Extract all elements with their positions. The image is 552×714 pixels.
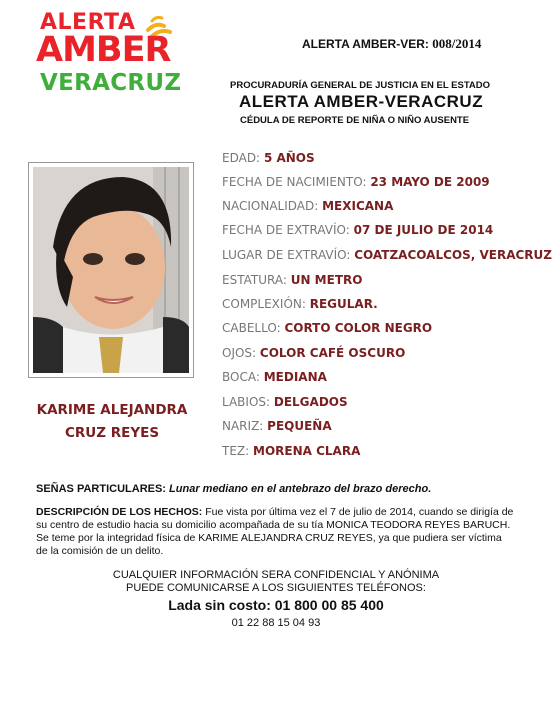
page-subtitle: CÉDULA DE REPORTE DE NIÑA O NIÑO AUSENTE	[240, 115, 470, 126]
logo-line-alerta: ALERTA	[40, 10, 136, 35]
field-label: NARIZ:	[222, 419, 264, 433]
child-portrait-image	[33, 167, 189, 373]
phone-number: 01 22 88 15 04 93	[231, 617, 321, 629]
field-boca	[222, 370, 327, 384]
descripcion-text: Fue vista por última vez el 7 de julio de 2014, cuando se dirigía de su centro de estudio hacia su domicilio acompañada de su tía MONICA TEODORA REYES BARUCH. Se teme por la integridad física de KARIME ALEJANDRA CRUZ REYES, ya que pudiera ser víctima de la comisión de un delito.	[36, 506, 514, 557]
field-label: OJOS:	[222, 346, 257, 360]
field-label: FECHA DE EXTRAVÍO:	[222, 223, 350, 237]
field-fecha-nacimiento	[222, 175, 490, 189]
field-value: 23 MAYO DE 2009	[370, 175, 490, 189]
confidential-note: CUALQUIER INFORMACIÓN SERA CONFIDENCIAL Y ANÓNIMA	[112, 569, 440, 581]
field-nacionalidad	[222, 199, 393, 213]
logo-line-amber: AMBER	[36, 30, 171, 70]
descripcion-hechos	[36, 506, 516, 558]
alerta-amber-logo	[36, 10, 182, 96]
field-value: DELGADOS	[273, 395, 348, 409]
agency-name: PROCURADURÍA GENERAL DE JUSTICIA EN EL ESTADO	[230, 80, 491, 91]
descripcion-label: DESCRIPCIÓN DE LOS HECHOS:	[36, 506, 203, 518]
field-nariz	[222, 419, 332, 433]
senas-text: Lunar mediano en el antebrazo del brazo derecho.	[169, 483, 432, 495]
field-value: MEXICANA	[322, 199, 394, 213]
field-cabello	[222, 321, 432, 335]
field-value: CORTO COLOR NEGRO	[284, 321, 433, 335]
field-label: EDAD:	[222, 151, 261, 165]
field-estatura	[222, 273, 362, 287]
alert-reference	[302, 36, 481, 52]
field-labios	[222, 395, 348, 409]
reference-number: 008/2014	[432, 36, 482, 51]
senas-particulares	[36, 483, 431, 495]
phones-intro: PUEDE COMUNICARSE A LOS SIGUIENTES TELÉFONOS:	[126, 582, 426, 594]
field-value: COLOR CAFÉ OSCURO	[259, 346, 406, 360]
field-label: BOCA:	[222, 370, 260, 384]
field-ojos	[222, 346, 405, 360]
field-fecha-extravio	[222, 223, 493, 237]
child-name-last: CRUZ REYES	[64, 425, 160, 441]
logo-line-veracruz: VERACRUZ	[40, 70, 182, 96]
senas-label: SEÑAS PARTICULARES:	[36, 483, 166, 495]
child-photo	[28, 162, 194, 378]
field-value: COATZACOALCOS, VERACRUZ	[354, 248, 552, 262]
field-value: 5 AÑOS	[263, 151, 315, 165]
field-label: LABIOS:	[222, 395, 271, 409]
field-label: ESTATURA:	[222, 273, 287, 287]
field-value: PEQUEÑA	[267, 419, 332, 433]
field-value: MEDIANA	[263, 370, 327, 384]
field-label: LUGAR DE EXTRAVÍO:	[222, 248, 351, 262]
child-name-first: KARIME ALEJANDRA	[36, 402, 188, 418]
field-value: UN METRO	[290, 273, 363, 287]
field-complexion	[222, 297, 378, 311]
field-edad	[222, 151, 315, 165]
tollfree-number: Lada sin costo: 01 800 00 85 400	[168, 597, 384, 613]
field-label: NACIONALIDAD:	[222, 199, 319, 213]
field-value: REGULAR.	[309, 297, 378, 311]
page-title: ALERTA AMBER-VERACRUZ	[239, 92, 484, 111]
field-value: 07 DE JULIO DE 2014	[353, 223, 494, 237]
field-label: FECHA DE NACIMIENTO:	[222, 175, 367, 189]
field-lugar-extravio	[222, 248, 552, 262]
field-label: COMPLEXIÓN:	[222, 297, 306, 311]
field-label: TEZ:	[222, 444, 250, 458]
field-label: CABELLO:	[222, 321, 281, 335]
reference-label: ALERTA AMBER-VER:	[302, 37, 429, 51]
field-tez	[222, 444, 360, 458]
field-value: MORENA CLARA	[253, 444, 361, 458]
